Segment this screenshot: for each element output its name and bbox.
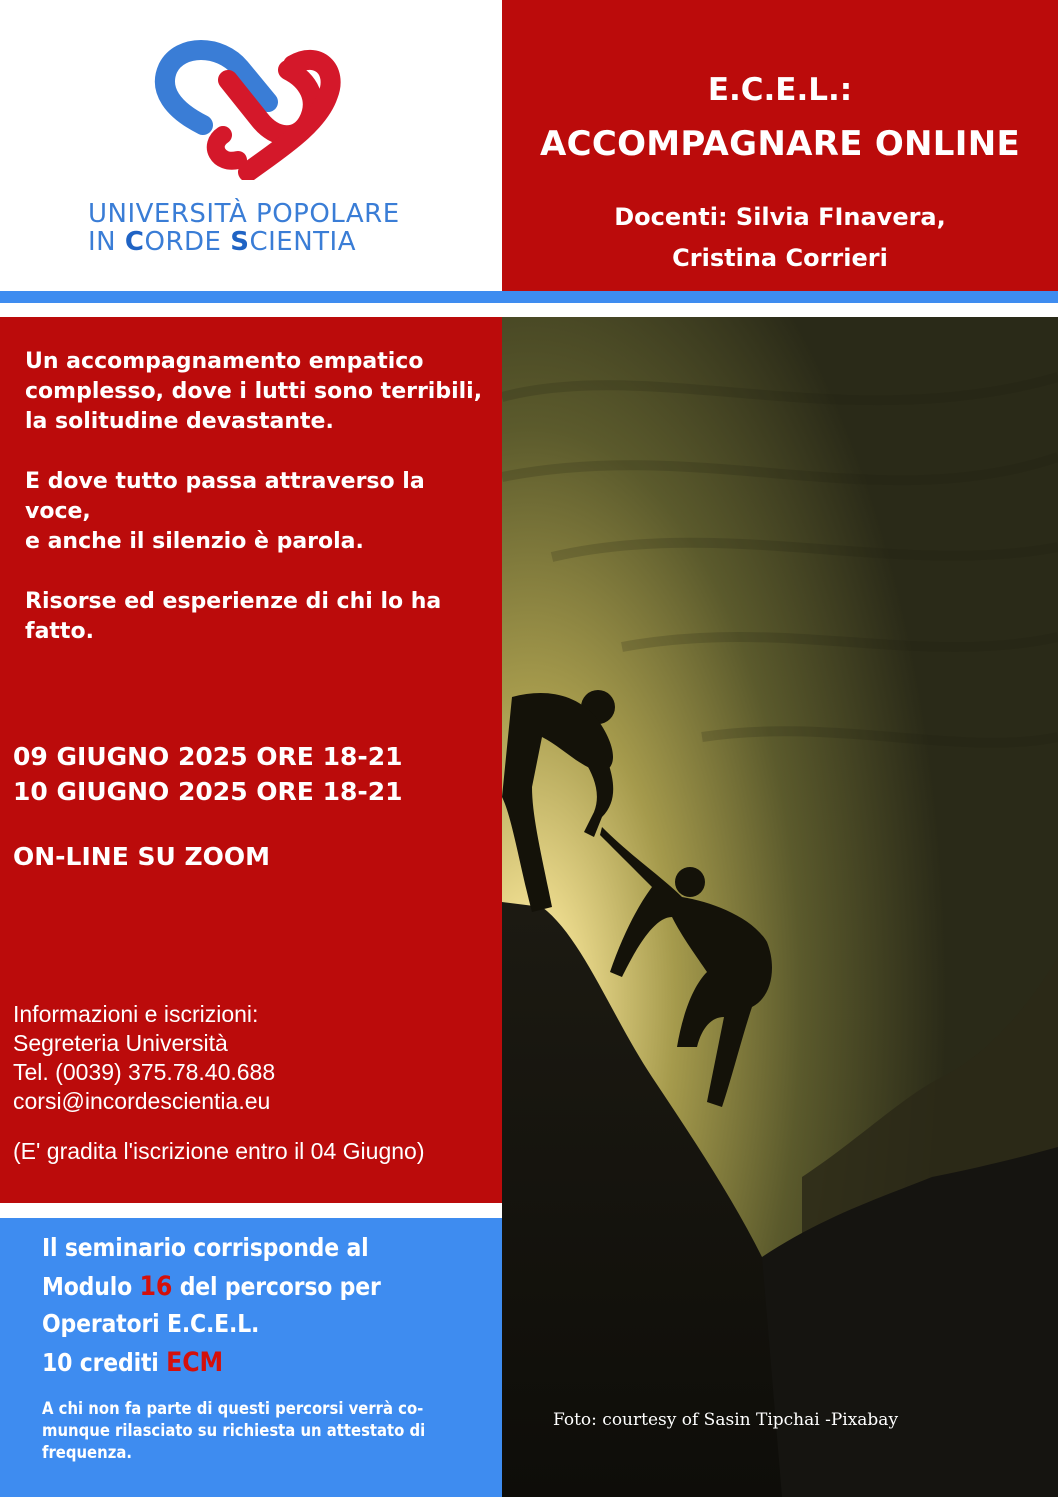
logo-line2-initial-s: S — [230, 227, 250, 257]
contact-office: Segreteria Università — [13, 1030, 228, 1056]
venue-online: ON-LINE SU ZOOM — [13, 842, 271, 871]
description-line: e anche il silenzio è parola. — [25, 529, 364, 554]
logo-panel — [0, 0, 502, 291]
note-line: frequenza. — [42, 1443, 133, 1462]
description-line: voce, — [25, 499, 91, 524]
logo-line2 — [88, 228, 418, 256]
seminar-text: del percorso per — [172, 1272, 381, 1301]
description-line: fatto. — [25, 619, 94, 644]
seminar-line3: Operatori E.C.E.L. — [42, 1309, 260, 1338]
course-title: ACCOMPAGNARE ONLINE — [539, 124, 1021, 164]
logo-line2-part: ORDE — [144, 227, 231, 257]
logo-line2-part: CIENTIA — [249, 227, 357, 257]
description-line: complesso, dove i lutti sono terribili, — [25, 379, 483, 404]
session-date-2: 10 GIUGNO 2025 ORE 18-21 — [13, 777, 403, 806]
seminar-line2 — [42, 1271, 381, 1302]
teachers-line2: Cristina Corrieri — [672, 244, 888, 272]
heart-chain-logo-icon — [148, 40, 348, 180]
university-logo-text — [88, 200, 418, 256]
contact-heading: Informazioni e iscrizioni: — [13, 1001, 259, 1027]
ecm-label: ECM — [166, 1347, 223, 1378]
logo-line1: UNIVERSITÀ POPOLARE — [88, 199, 400, 229]
contact-phone[interactable]: Tel. (0039) 375.78.40.688 — [13, 1059, 276, 1085]
contact-info — [13, 1000, 275, 1116]
seminar-text: 10 crediti — [42, 1348, 167, 1377]
course-title-acronym: E.C.E.L.: — [707, 72, 853, 108]
blue-divider-stripe — [0, 291, 1058, 303]
session-date-1: 09 GIUGNO 2025 ORE 18-21 — [13, 742, 403, 771]
description-line: E dove tutto passa attraverso la — [25, 469, 425, 494]
logo-line2-initial-c: C — [124, 227, 145, 257]
description-line: Risorse ed esperienze di chi lo ha — [25, 589, 442, 614]
note-line: A chi non fa parte di questi percorsi verrà co- — [42, 1399, 424, 1418]
seminar-credits-panel — [0, 1218, 502, 1497]
photo-credit: Foto: courtesy of Sasin Tipchai -Pixabay — [553, 1410, 899, 1430]
logo-line2-part: IN — [88, 227, 125, 257]
module-number: 16 — [139, 1271, 173, 1302]
white-separator — [0, 1203, 502, 1218]
seminar-line1: Il seminario corrisponde al — [42, 1233, 369, 1262]
attendance-certificate-note — [42, 1398, 438, 1464]
sunset-climbers-image — [502, 317, 1058, 1497]
description-paragraph-3 — [25, 587, 495, 647]
description-paragraph-2 — [25, 467, 495, 557]
description-paragraph-1 — [25, 347, 495, 437]
description-line: Un accompagnamento empatico — [25, 349, 424, 374]
title-panel — [502, 0, 1058, 291]
registration-deadline-note: (E' gradita l'iscrizione entro il 04 Giugno) — [13, 1138, 425, 1164]
description-panel — [0, 317, 502, 1203]
description-line: la solitudine devastante. — [25, 409, 334, 434]
climbers-photo — [502, 317, 1058, 1497]
seminar-line4 — [42, 1347, 223, 1378]
note-line: munque rilasciato su richiesta un attestato di — [42, 1421, 426, 1440]
contact-email[interactable]: corsi@incordescientia.eu — [13, 1088, 271, 1114]
seminar-text: Modulo — [42, 1272, 140, 1301]
white-divider-stripe — [0, 303, 1058, 317]
teachers-line1: Docenti: Silvia FInavera, — [614, 203, 946, 231]
